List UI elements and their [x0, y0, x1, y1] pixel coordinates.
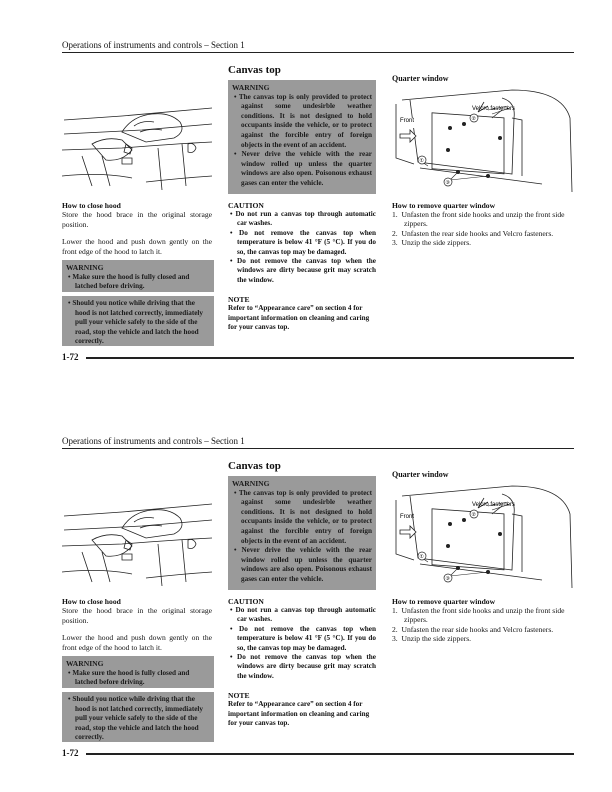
hood-closing-illustration — [62, 86, 214, 198]
step-item: 3. Unzip the side zippers. — [392, 238, 472, 248]
callout-3: ③ — [445, 576, 450, 582]
close-hood-para-2: Lower the hood and push down gently on the front edge of the hood to latch it. — [62, 633, 212, 652]
callout-1: ① — [419, 158, 424, 164]
velcro-fasteners-label: Velcro fasteners — [472, 502, 516, 508]
quarter-window-illustration — [392, 88, 574, 194]
remove-quarter-window-section — [392, 201, 574, 248]
warning-item: • Should you notice while driving that the hood is not latched correctly, immediately pull your vehicle safely to the side of the road, stop the vehicle and latch the hood correctly. — [68, 299, 204, 346]
remove-quarter-window-section — [392, 597, 574, 644]
close-hood-heading: How to close hood — [62, 201, 121, 210]
page-number: 1-72 — [62, 352, 79, 362]
front-label: Front — [400, 118, 415, 124]
caution-list — [228, 606, 376, 681]
caution-heading: CAUTION — [228, 597, 264, 606]
warning-item: • Make sure the hood is fully closed and latched before driving. — [68, 668, 190, 687]
quarter-window-title: Quarter window — [392, 470, 449, 479]
step-item: 1. Unfasten the front side hooks and unzip the front side zippers. — [392, 210, 565, 229]
close-hood-para-1: Store the hood brace in the original storage position. — [62, 606, 212, 625]
front-label: Front — [400, 514, 415, 520]
note-text: Refer to “Appearance care” on section 4 for important information on cleaning and caring for your canvas top. — [228, 700, 370, 728]
caution-item: • Do not remove the canvas top when the windows are dirty because grit may scratch the window. — [230, 653, 376, 680]
caution-section — [228, 201, 376, 332]
footer-rule — [86, 357, 574, 359]
caution-list — [228, 210, 376, 285]
remove-quarter-window-heading: How to remove quarter window — [392, 597, 496, 606]
caution-item: • Do not remove the canvas top when the windows are dirty because grit may scratch the window. — [230, 257, 376, 284]
warning-title: WARNING — [232, 83, 270, 92]
caution-item: • Do not run a canvas top through automatic car washes. — [230, 606, 376, 624]
callout-3: ③ — [445, 180, 450, 186]
section-title: Canvas top — [228, 460, 281, 472]
warning-title: WARNING — [66, 659, 104, 668]
warning-item: • Should you notice while driving that the hood is not latched correctly, immediately pull your vehicle safely to the side of the road, stop the vehicle and latch the hood correctly. — [68, 695, 204, 742]
step-item: 2. Unfasten the rear side hooks and Velcro fasteners. — [392, 624, 554, 634]
step-item: 2. Unfasten the rear side hooks and Velcro fasteners. — [392, 228, 554, 238]
warning-title: WARNING — [66, 263, 104, 272]
quarter-window-title: Quarter window — [392, 74, 449, 83]
close-hood-para-1: Store the hood brace in the original storage position. — [62, 210, 212, 229]
remove-steps-list — [392, 210, 574, 248]
callout-1: ① — [419, 554, 424, 560]
caution-section — [228, 597, 376, 728]
close-hood-section — [62, 597, 212, 652]
running-header: Operations of instruments and controls – Section 1 — [62, 40, 245, 50]
warning-item: • The canvas top is only provided to protect against some undesirble weather conditions. It is not designed to hold occupants inside the vehicle, or to protect against the forcible entry of foreign objects in the event of an accident. — [234, 488, 372, 545]
step-item: 1. Unfasten the front side hooks and unzip the front side zippers. — [392, 606, 565, 625]
warning-box-hood-2 — [62, 296, 214, 346]
close-hood-heading: How to close hood — [62, 597, 121, 606]
caution-item: • Do not run a canvas top through automatic car washes. — [230, 210, 376, 228]
warning-box-hood-2 — [62, 692, 214, 742]
warning-item: • Make sure the hood is fully closed and latched before driving. — [68, 272, 190, 291]
note-heading: NOTE — [228, 691, 250, 701]
callout-2: ② — [471, 512, 476, 518]
section-title: Canvas top — [228, 64, 281, 76]
remove-quarter-window-heading: How to remove quarter window — [392, 201, 496, 210]
warning-title: WARNING — [232, 479, 270, 488]
close-hood-para-2: Lower the hood and push down gently on the front edge of the hood to latch it. — [62, 237, 212, 256]
warning-box-canvas-top — [228, 80, 376, 194]
warning-box-hood-1 — [62, 656, 214, 688]
header-rule — [62, 448, 574, 449]
warning-item: • Never drive the vehicle with the rear window rolled up unless the quarter windows are also open. Poisonous exhaust gases can enter the vehicle. — [234, 150, 372, 187]
warning-box-canvas-top — [228, 476, 376, 590]
caution-heading: CAUTION — [228, 201, 264, 210]
close-hood-section — [62, 201, 212, 256]
warning-item: • The canvas top is only provided to protect against some undesirble weather conditions. It is not designed to hold occupants inside the vehicle, or to protect against the forcible entry of foreign objects in the event of an accident. — [234, 92, 372, 149]
page-copy-bottom — [0, 396, 612, 792]
warning-box-hood-1 — [62, 260, 214, 292]
note-text: Refer to “Appearance care” on section 4 for important information on cleaning and caring for your canvas top. — [228, 304, 370, 332]
page-number: 1-72 — [62, 748, 79, 758]
running-header: Operations of instruments and controls – Section 1 — [62, 436, 245, 446]
warning-item: • Never drive the vehicle with the rear window rolled up unless the quarter windows are also open. Poisonous exhaust gases can enter the vehicle. — [234, 546, 372, 583]
hood-closing-illustration — [62, 482, 214, 594]
remove-steps-list — [392, 606, 574, 644]
step-item: 3. Unzip the side zippers. — [392, 634, 472, 644]
velcro-fasteners-label: Velcro fasteners — [472, 106, 516, 112]
caution-item: • Do not remove the canvas top when temperature is below 41 °F (5 °C). If you do so, the canvas top may be damaged. — [230, 228, 376, 256]
caution-item: • Do not remove the canvas top when temperature is below 41 °F (5 °C). If you do so, the canvas top may be damaged. — [230, 624, 376, 652]
footer-rule — [86, 753, 574, 755]
header-rule — [62, 52, 574, 53]
quarter-window-illustration — [392, 484, 574, 590]
callout-2: ② — [471, 116, 476, 122]
note-heading: NOTE — [228, 295, 250, 305]
